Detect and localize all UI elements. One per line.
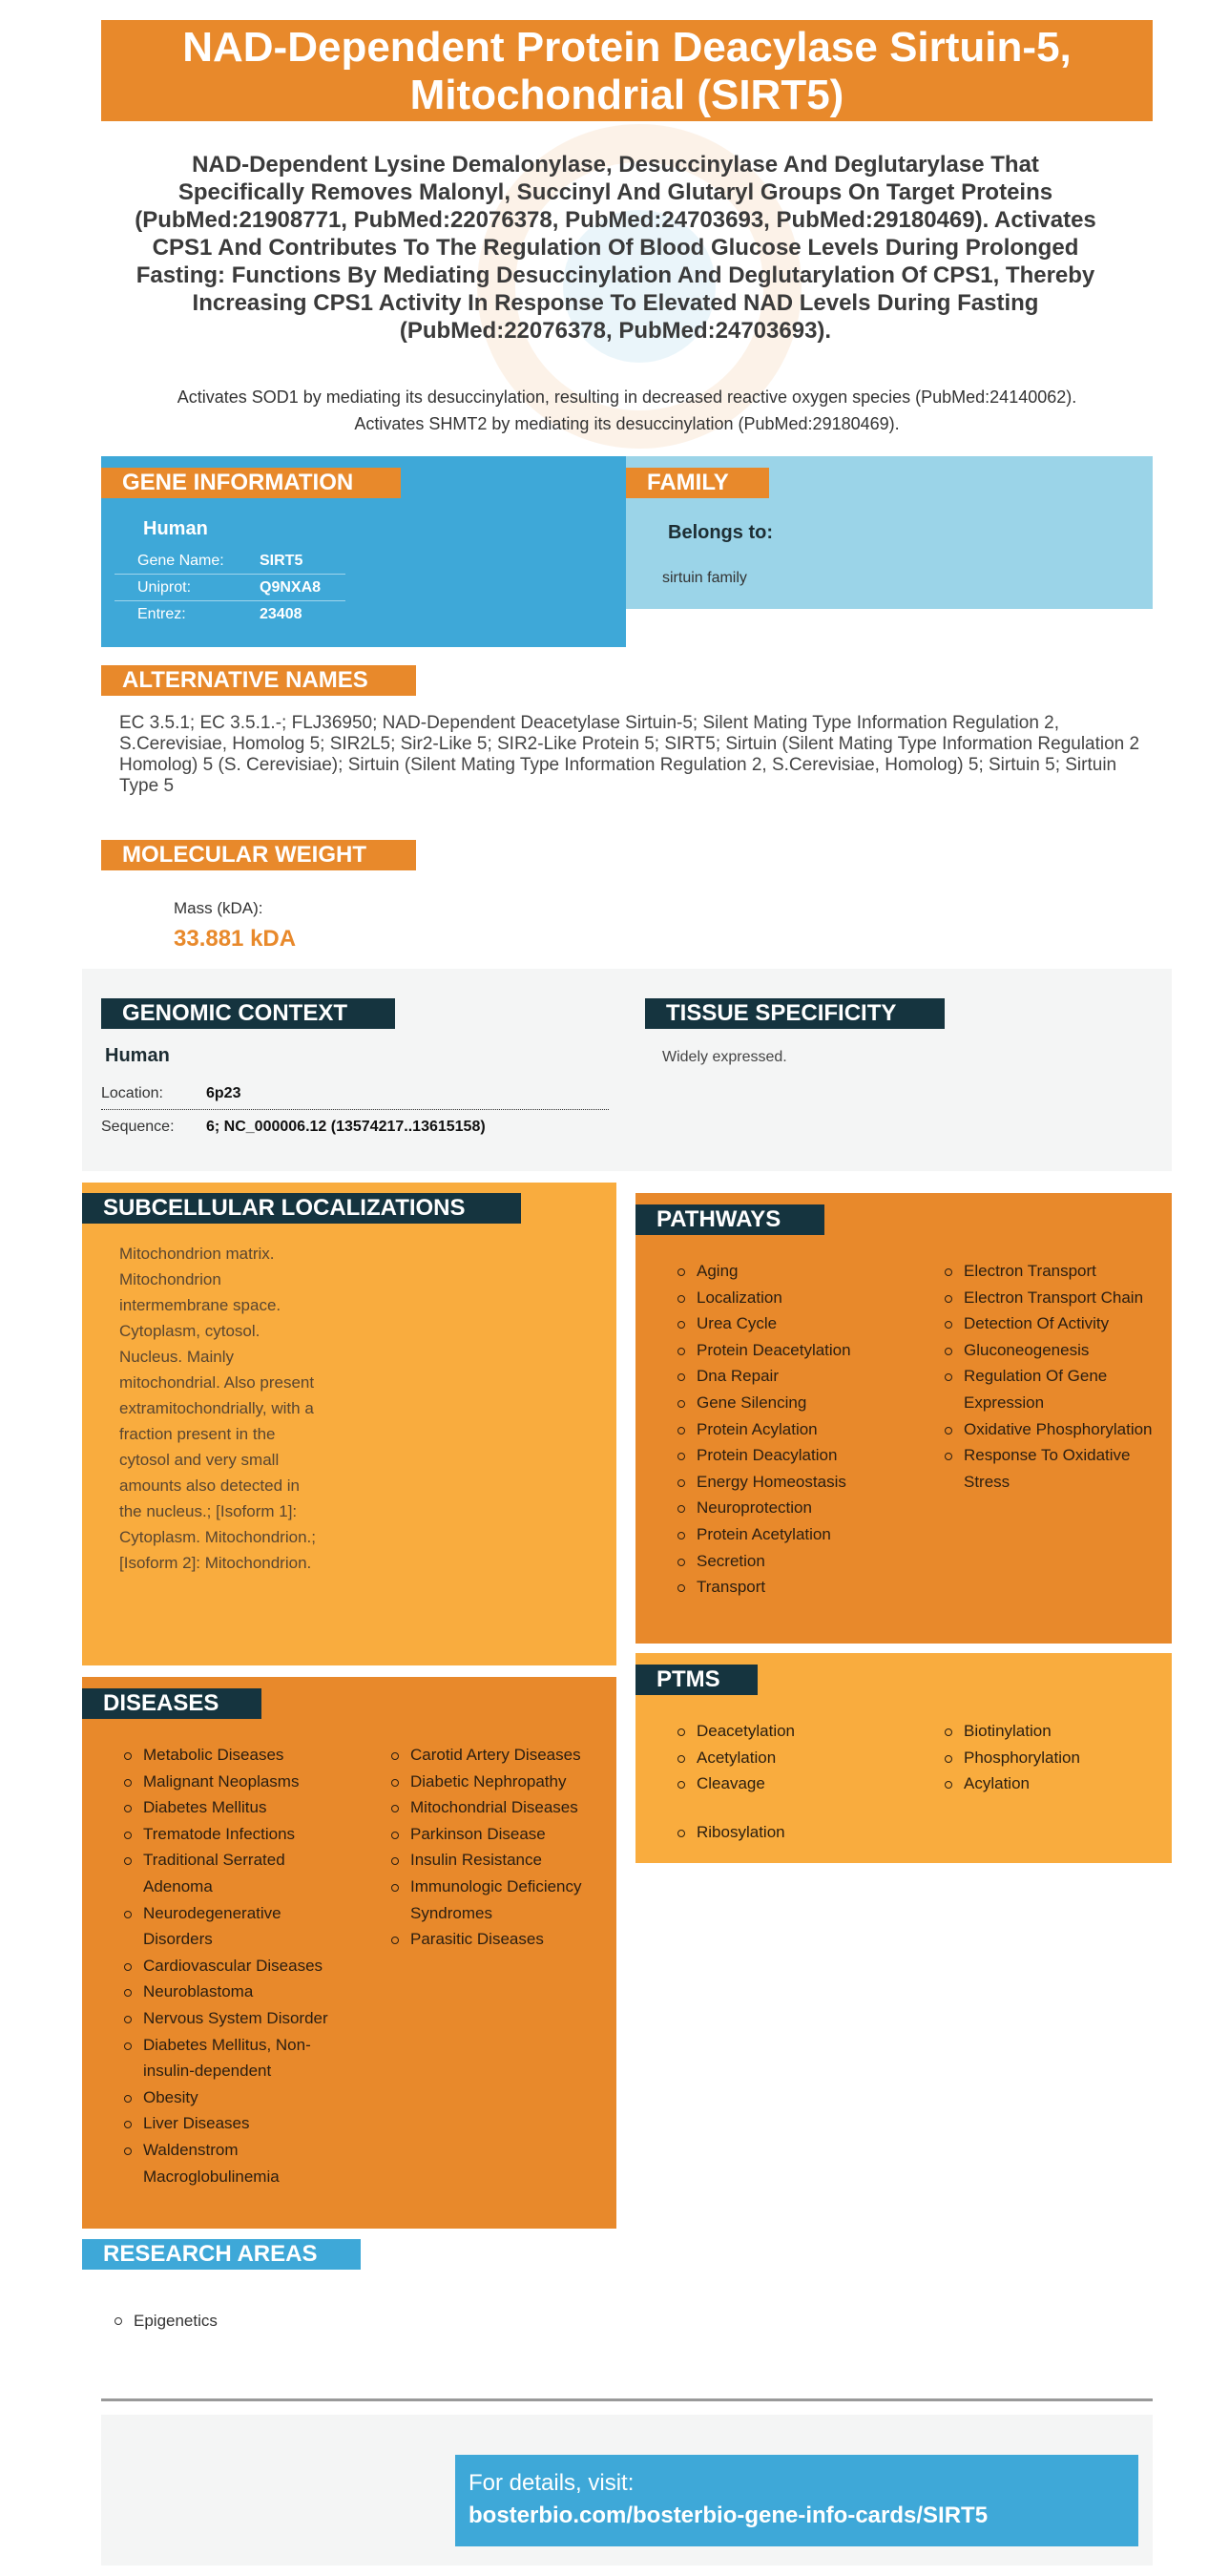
list-item: Electron Transport Chain bbox=[941, 1285, 1166, 1311]
mass-label: Mass (kDA): bbox=[174, 899, 263, 917]
list-item: Traditional Serrated Adenoma bbox=[120, 1847, 349, 1899]
gene-information-heading: GENE INFORMATION bbox=[101, 468, 401, 498]
list-item: Parkinson Disease bbox=[387, 1821, 613, 1848]
list-item: Insulin Resistance bbox=[387, 1847, 613, 1874]
list-item: Ribosylation bbox=[674, 1819, 931, 1846]
mass-value: 33.881 kDA bbox=[174, 926, 297, 952]
function-summary: NAD-Dependent Lysine Demalonylase, Desuccinylase And Deglutarylase That Specifically Removes Malonyl, Succinyl And Glutaryl Groups On Target Proteins (PubMed:21908771, PubMed:22076378, PubMed:24703693, PubMed:29180469). Activates CPS1 And Contributes To The Regulation Of Blood Glucose Levels During Prolonged Fasting: Functions By Mediating Desuccinylation And Deglutarylation Of CPS1, Thereby Increasing CPS1 Activity In Response To Elevated NAD Levels During Fasting (PubMed:22076378, PubMed:24703693). bbox=[135, 152, 1096, 344]
list-item: Energy Homeostasis bbox=[674, 1469, 931, 1496]
list-item: Metabolic Diseases bbox=[120, 1742, 349, 1769]
alternative-names-heading: ALTERNATIVE NAMES bbox=[101, 665, 416, 696]
list-item: Detection Of Activity bbox=[941, 1310, 1166, 1337]
list-item: Neuroprotection bbox=[674, 1495, 931, 1521]
genomic-sequence-label: Sequence: bbox=[101, 1119, 175, 1135]
gene-row-value: SIRT5 bbox=[260, 553, 303, 569]
list-item: Electron Transport bbox=[941, 1258, 1166, 1285]
family-belongs-label: Belongs to: bbox=[668, 522, 773, 543]
list-item: Parasitic Diseases bbox=[387, 1926, 613, 1953]
research-areas-heading: RESEARCH AREAS bbox=[82, 2239, 361, 2270]
divider bbox=[101, 2398, 1153, 2401]
list-item: Obesity bbox=[120, 2084, 349, 2111]
list-item: Gene Silencing bbox=[674, 1390, 931, 1416]
details-link-box[interactable] bbox=[455, 2455, 1138, 2546]
pathways-list-1 bbox=[674, 1258, 931, 1601]
list-item: Trematode Infections bbox=[120, 1821, 349, 1848]
list-item: Protein Deacetylation bbox=[674, 1337, 931, 1364]
details-label: For details, visit: bbox=[469, 2470, 635, 2496]
genomic-context-heading: GENOMIC CONTEXT bbox=[101, 998, 395, 1029]
summary-extra-line: Activates SOD1 by mediating its desuccinylation, resulting in decreased reactive oxygen species (PubMed:24140062). bbox=[177, 387, 1077, 407]
list-item: Biotinylation bbox=[941, 1718, 1166, 1745]
list-item: Mitochondrial Diseases bbox=[387, 1794, 613, 1821]
list-item: Protein Deacylation bbox=[674, 1442, 931, 1469]
list-item: Aging bbox=[674, 1258, 931, 1285]
list-item: Diabetes Mellitus bbox=[120, 1794, 349, 1821]
tissue-specificity-value: Widely expressed. bbox=[662, 1049, 787, 1065]
list-item: Protein Acetylation bbox=[674, 1521, 931, 1548]
molecular-weight-heading: MOLECULAR WEIGHT bbox=[101, 840, 416, 870]
list-item: Urea Cycle bbox=[674, 1310, 931, 1337]
list-item: Gluconeogenesis bbox=[941, 1337, 1166, 1364]
family-heading: FAMILY bbox=[626, 468, 769, 498]
genomic-location-row bbox=[101, 1078, 609, 1110]
list-item: Localization bbox=[674, 1285, 931, 1311]
ptms-list-1b bbox=[674, 1819, 931, 1846]
list-item: Waldenstrom Macroglobulinemia bbox=[120, 2137, 349, 2189]
alternative-names-text: EC 3.5.1; EC 3.5.1.-; FLJ36950; NAD-Dependent Deacetylase Sirtuin-5; Silent Mating Type Information Regulation 2, S.Cerevisiae, Homolog 5; SIR2L5; Sir2-Like 5; SIR2-Like Protein 5; SIRT5; Sirtuin (Silent Mating Type Information Regulation 2 Homolog) 5 (S. Cerevisiae); Sirtuin (Silent Mating Type Information Regulation 2, S.Cerevisiae, Homolog) 5; Sirtuin 5; Sirtuin Type 5 bbox=[119, 713, 1140, 796]
list-item: Dna Repair bbox=[674, 1363, 931, 1390]
list-item: Neurodegenerative Disorders bbox=[120, 1900, 349, 1953]
list-item: Immunologic Deficiency Syndromes bbox=[387, 1874, 613, 1926]
gene-row-name bbox=[115, 548, 345, 575]
ptms-heading: PTMS bbox=[635, 1665, 758, 1695]
function-summary-extra bbox=[101, 384, 1153, 437]
pathways-list-2 bbox=[941, 1258, 1166, 1495]
genomic-species: Human bbox=[105, 1045, 170, 1066]
summary-extra-line: Activates SHMT2 by mediating its desuccinylation (PubMed:29180469). bbox=[354, 414, 900, 433]
list-item: Cardiovascular Diseases bbox=[120, 1953, 349, 1979]
list-item: Acetylation bbox=[674, 1745, 931, 1771]
list-item: Liver Diseases bbox=[120, 2110, 349, 2137]
list-item: Regulation Of Gene Expression bbox=[941, 1363, 1166, 1415]
list-item: Carotid Artery Diseases bbox=[387, 1742, 613, 1769]
gene-row-key: Uniprot: bbox=[137, 579, 192, 596]
list-item: Protein Acylation bbox=[674, 1416, 931, 1443]
gene-row-entrez bbox=[115, 601, 345, 628]
list-item: Response To Oxidative Stress bbox=[941, 1442, 1166, 1495]
genomic-sequence-value: 6; NC_000006.12 (13574217..13615158) bbox=[206, 1119, 486, 1135]
genomic-location-label: Location: bbox=[101, 1085, 163, 1101]
list-item: Phosphorylation bbox=[941, 1745, 1166, 1771]
gene-row-value: 23408 bbox=[260, 606, 302, 622]
ptms-list-2 bbox=[941, 1718, 1166, 1797]
list-item: Cleavage bbox=[674, 1770, 931, 1797]
list-item: Neuroblastoma bbox=[120, 1979, 349, 2005]
gene-row-value: Q9NXA8 bbox=[260, 579, 322, 596]
list-item: Secretion bbox=[674, 1548, 931, 1575]
subcellular-text: Mitochondrion matrix. Mitochondrion intermembrane space. Cytoplasm, cytosol. Nucleus. Mainly mitochondrial. Also present extramitochondrially, with a fraction present in the cytosol and very small amounts also detected in the nucleus.; [Isoform 1]: Cytoplasm. Mitochondrion.; [Isoform 2]: Mitochondrion. bbox=[119, 1245, 316, 1572]
ptms-list-1 bbox=[674, 1718, 931, 1797]
list-item: Nervous System Disorder bbox=[120, 2005, 349, 2032]
gene-row-key: Gene Name: bbox=[137, 553, 224, 569]
pathways-heading: PATHWAYS bbox=[635, 1204, 824, 1235]
genomic-sequence-row bbox=[101, 1111, 609, 1143]
list-item: Transport bbox=[674, 1574, 931, 1601]
genomic-location-value: 6p23 bbox=[206, 1085, 241, 1101]
diseases-list-1 bbox=[120, 1742, 349, 2189]
gene-row-uniprot bbox=[115, 575, 345, 601]
family-value: sirtuin family bbox=[662, 570, 747, 586]
list-item: Malignant Neoplasms bbox=[120, 1769, 349, 1795]
gene-species: Human bbox=[143, 518, 208, 539]
diseases-list-2 bbox=[387, 1742, 613, 1953]
diseases-heading: DISEASES bbox=[82, 1688, 261, 1719]
list-item: Diabetes Mellitus, Non-insulin-dependent bbox=[120, 2032, 349, 2084]
details-link[interactable]: bosterbio.com/bosterbio-gene-info-cards/SIRT5 bbox=[469, 2503, 989, 2528]
research-area-item: Epigenetics bbox=[115, 2312, 218, 2331]
list-item: Acylation bbox=[941, 1770, 1166, 1797]
list-item: Deacetylation bbox=[674, 1718, 931, 1745]
tissue-specificity-heading: TISSUE SPECIFICITY bbox=[645, 998, 945, 1029]
page-title: NAD-Dependent Protein Deacylase Sirtuin-5, Mitochondrial (SIRT5) bbox=[101, 20, 1153, 121]
subcellular-heading: SUBCELLULAR LOCALIZATIONS bbox=[82, 1193, 521, 1224]
gene-row-key: Entrez: bbox=[137, 606, 186, 622]
list-item: Diabetic Nephropathy bbox=[387, 1769, 613, 1795]
list-item: Oxidative Phosphorylation bbox=[941, 1416, 1166, 1443]
